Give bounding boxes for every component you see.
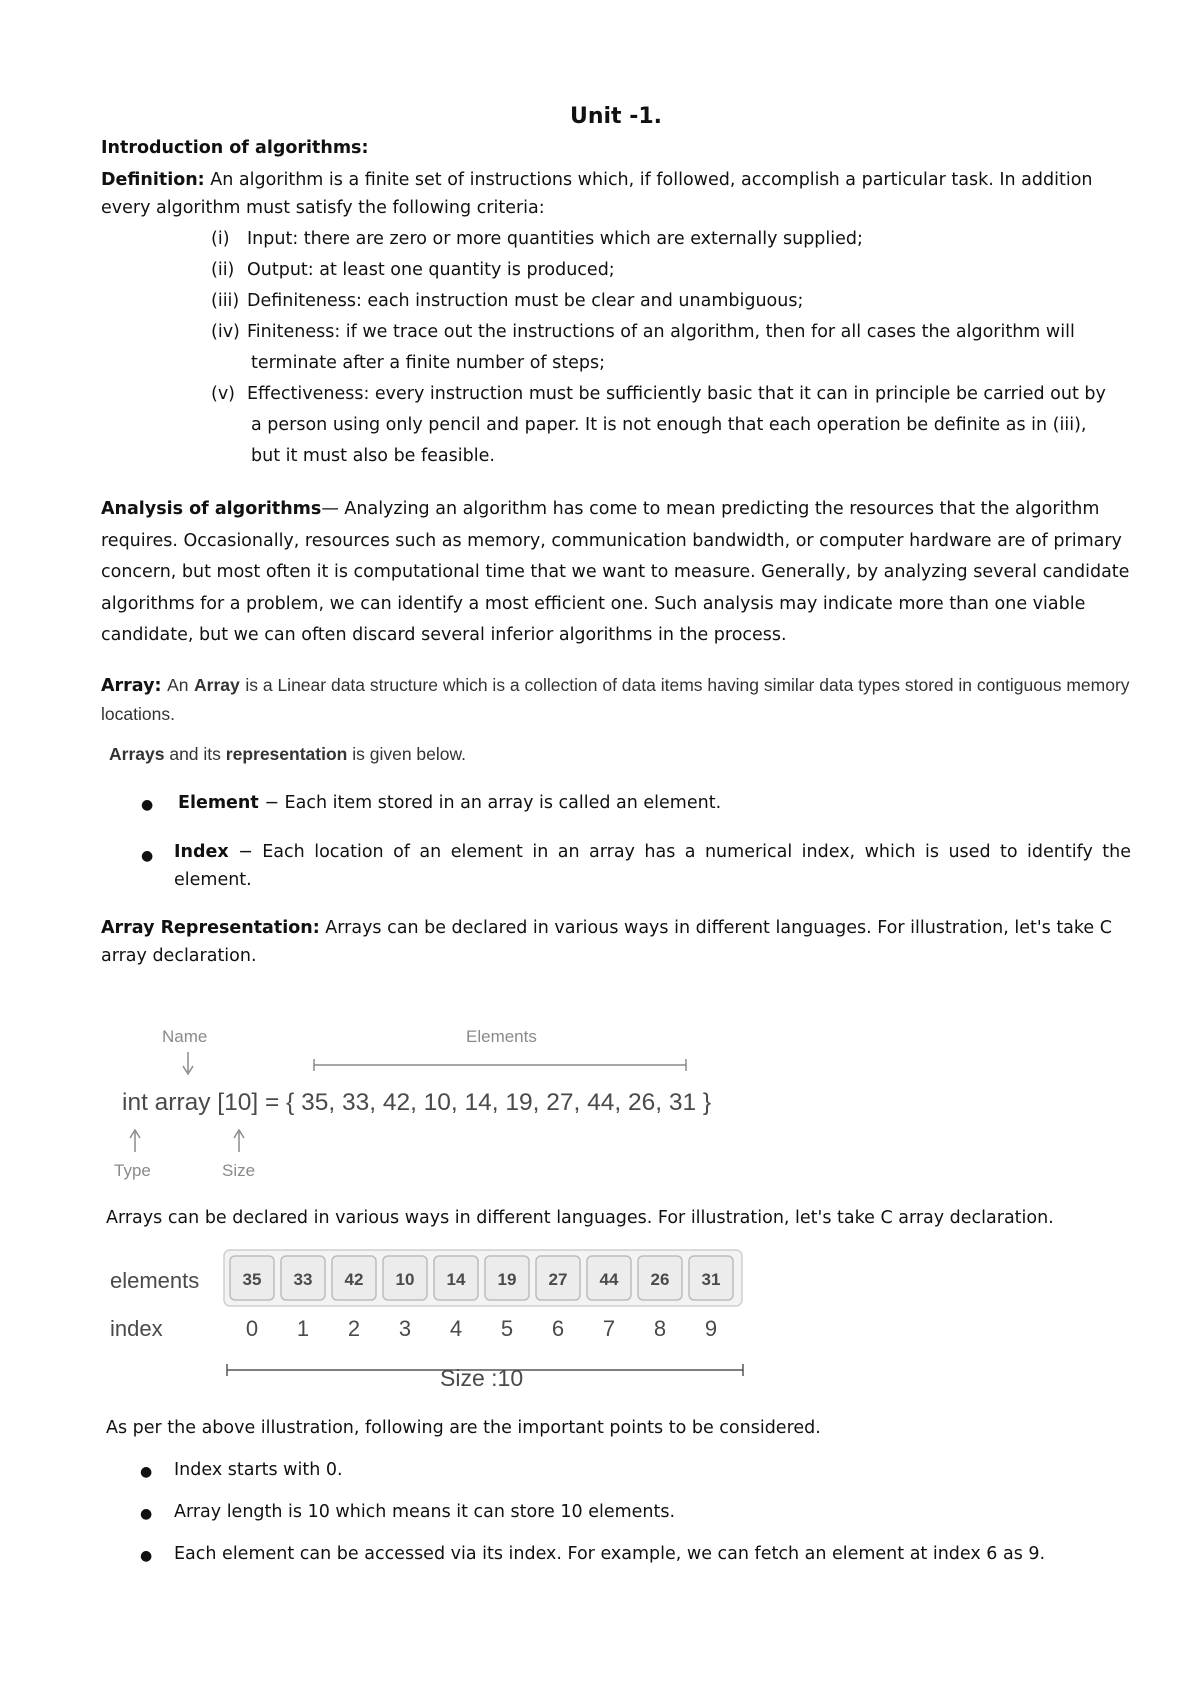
- criterion-item: (iv) Finiteness: if we trace out the instructions of an algorithm, then for all cases the algorithm will: [211, 322, 1075, 342]
- criterion-item: (v) Effectiveness: every instruction must be sufficiently basic that it can in principle be carried out by: [211, 384, 1106, 404]
- page-title: Unit -1.: [569, 104, 663, 129]
- size-caption: Size :10: [440, 1365, 524, 1391]
- term-element: Element − Each item stored in an array is called an element.: [178, 793, 722, 813]
- definition-paragraph: [101, 166, 1131, 222]
- index-value: 3: [398, 1316, 412, 1341]
- bullet: ●: [141, 797, 154, 813]
- criterion-continuation: but it must also be feasible.: [251, 446, 495, 466]
- array-label: Array:: [101, 676, 162, 696]
- index-value: 1: [296, 1316, 310, 1341]
- analysis-paragraph: [101, 494, 1131, 652]
- element-value: 31: [701, 1270, 721, 1289]
- declaration-code: int array [10] = { 35, 33, 42, 10, 14, 19, 27, 44, 26, 31 }: [122, 1089, 712, 1116]
- element-value: 10: [395, 1270, 415, 1289]
- index-value: 8: [653, 1316, 667, 1341]
- name-label: Name: [162, 1027, 208, 1046]
- point-item: Each element can be accessed via its index. For example, we can fetch an element at index 6 as 9.: [174, 1544, 1046, 1564]
- array-table-diagram: [100, 1242, 760, 1402]
- bullet: ●: [140, 1506, 153, 1522]
- index-value: 2: [347, 1316, 361, 1341]
- element-value: 35: [242, 1270, 262, 1289]
- bullet: ●: [140, 1548, 153, 1564]
- element-value: 33: [293, 1270, 313, 1289]
- element-value: 44: [599, 1270, 619, 1289]
- bullet: ●: [140, 1464, 153, 1480]
- points-intro: As per the above illustration, following are the important points to be considered.: [106, 1418, 821, 1438]
- index-value: 4: [449, 1316, 463, 1341]
- elements-row-label: elements: [110, 1268, 200, 1293]
- size-label: Size: [222, 1161, 256, 1180]
- index-value: 9: [704, 1316, 718, 1341]
- criterion-item: (ii) Output: at least one quantity is produced;: [211, 260, 615, 280]
- index-value: 7: [602, 1316, 616, 1341]
- element-value: 26: [650, 1270, 670, 1289]
- element-value: 42: [344, 1270, 364, 1289]
- bullet: ●: [141, 848, 154, 864]
- arrays-representation-intro: Arrays and its representation is given below.: [109, 744, 467, 764]
- element-value: 27: [548, 1270, 568, 1289]
- analysis-label: Analysis of algorithms: [101, 499, 322, 519]
- index-value: 6: [551, 1316, 565, 1341]
- index-row-label: index: [110, 1316, 163, 1341]
- criterion-item: (iii) Definiteness: each instruction must be clear and unambiguous;: [211, 291, 804, 311]
- criterion-continuation: a person using only pencil and paper. It is not enough that each operation be definite as in (iii),: [251, 415, 1087, 435]
- type-label: Type: [114, 1161, 151, 1180]
- declaration-diagram: [100, 1010, 740, 1180]
- element-value: 19: [497, 1270, 517, 1289]
- repeat-sentence: Arrays can be declared in various ways in different languages. For illustration, let's take C array declaration.: [106, 1208, 1054, 1228]
- point-item: Index starts with 0.: [174, 1460, 343, 1480]
- criterion-continuation: terminate after a finite number of steps;: [251, 353, 606, 373]
- criterion-item: (i) Input: there are zero or more quantities which are externally supplied;: [211, 229, 863, 249]
- array-representation-label: Array Representation:: [101, 918, 320, 938]
- element-value: 14: [446, 1270, 466, 1289]
- array-definition: Array: An Array is a Linear data structure which is a collection of data items having similar data types stored in contiguous memory locations.: [101, 675, 1130, 724]
- analysis-text: — Analyzing an algorithm has come to mean predicting the resources that the algorithm requires. Occasionally, resources such as memory, communication bandwidth, or computer hardware are of primary concern, but most often it is computational time that we want to measure. Generally, by analyzing several candidate algorithms for a problem, we can identify a most efficient one. Such analysis may indicate more than one viable candidate, but we can often discard several inferior algorithms in the process.: [101, 499, 1130, 645]
- intro-heading: Introduction of algorithms:: [101, 138, 369, 158]
- elements-label: Elements: [466, 1027, 537, 1046]
- definition-label: Definition:: [101, 170, 205, 190]
- definition-text: An algorithm is a finite set of instructions which, if followed, accomplish a particular task. In addition every algorithm must satisfy the following criteria:: [101, 170, 1093, 218]
- point-item: Array length is 10 which means it can store 10 elements.: [174, 1502, 676, 1522]
- index-value: 5: [500, 1316, 514, 1341]
- term-index: Index − Each location of an element in an array has a numerical index, which is used to identify the element.: [174, 842, 1131, 890]
- array-representation-paragraph: Array Representation: Arrays can be declared in various ways in different languages. For illustration, let's take C array declaration.: [101, 918, 1112, 966]
- index-value: 0: [245, 1316, 259, 1341]
